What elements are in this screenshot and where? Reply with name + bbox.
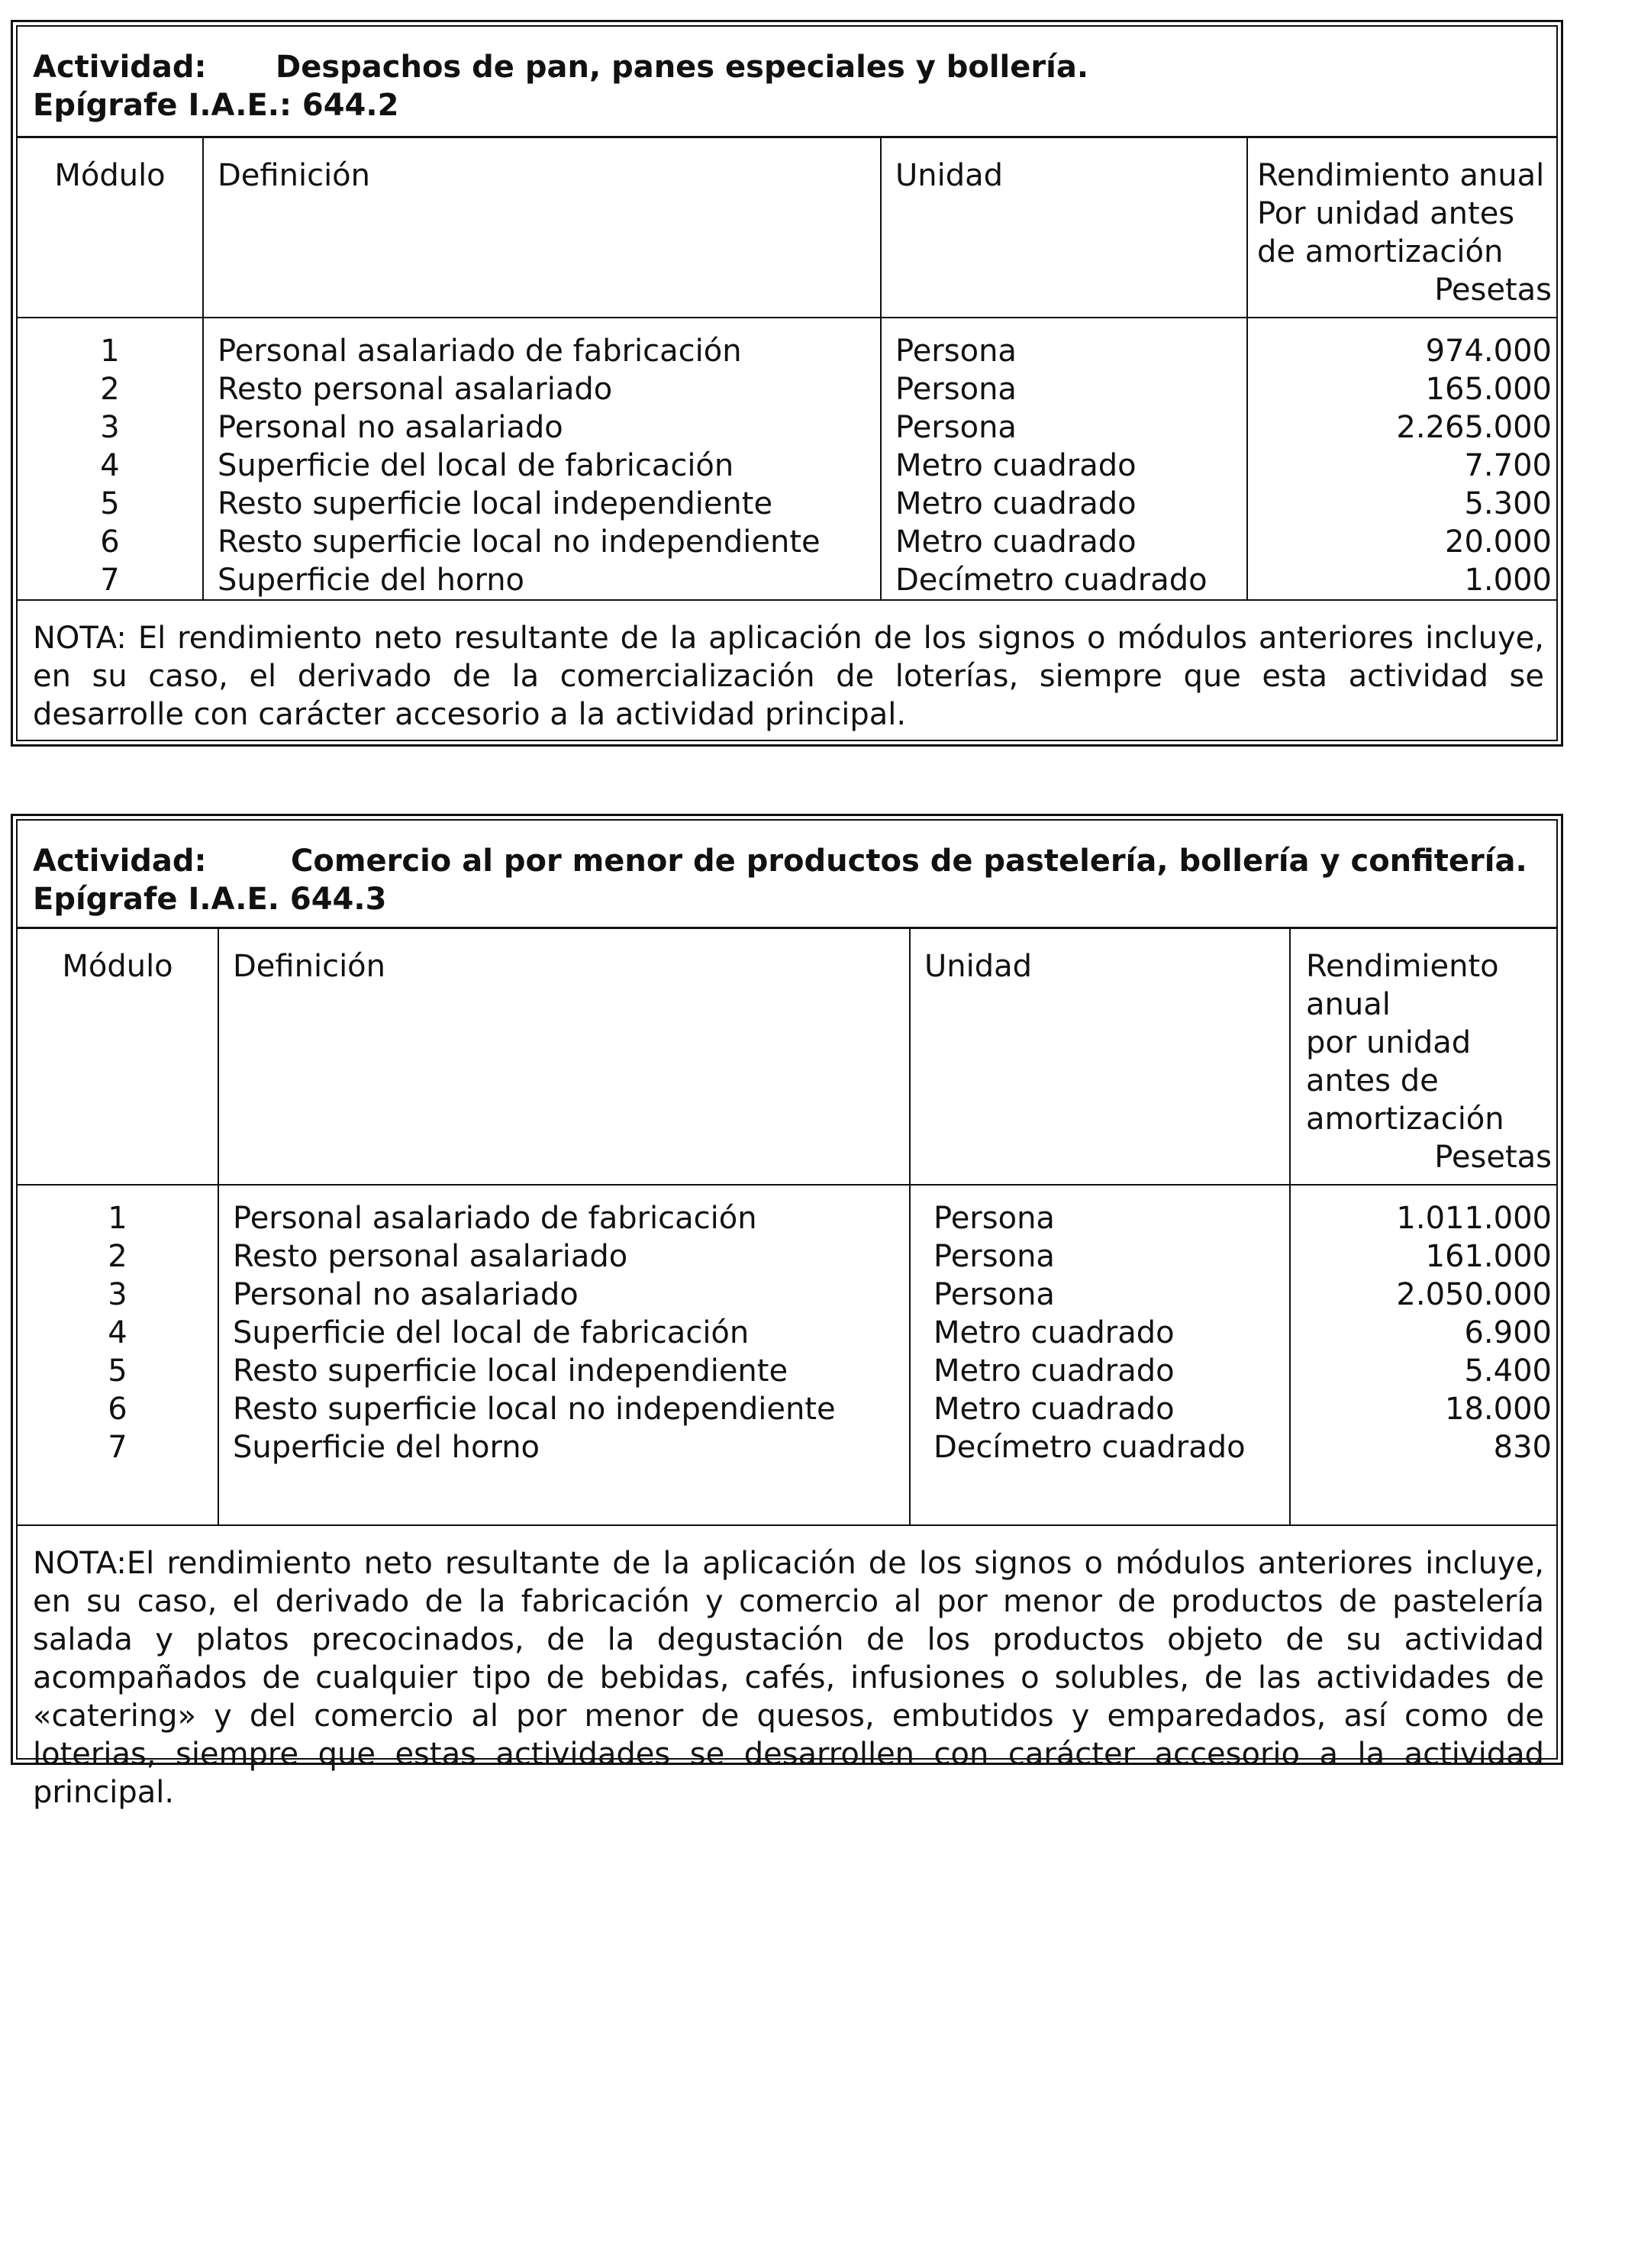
header-rendimiento-line: por unidad xyxy=(1306,1025,1472,1060)
cell-modulo: 6 xyxy=(100,524,120,560)
cell-modulo: 2 xyxy=(100,372,120,407)
header-rendimiento-line: anual xyxy=(1306,987,1391,1022)
cell-definicion: Superficie del horno xyxy=(218,563,525,598)
cell-unidad: Persona xyxy=(933,1239,1055,1274)
cell-rendimiento: 2.265.000 xyxy=(1396,410,1552,445)
cell-definicion: Superficie del local de fabricación xyxy=(233,1315,750,1350)
cell-modulo: 7 xyxy=(100,563,120,598)
cell-rendimiento: 974.000 xyxy=(1425,334,1552,369)
cell-rendimiento: 20.000 xyxy=(1445,524,1552,560)
cell-unidad: Metro cuadrado xyxy=(895,448,1137,483)
cell-rendimiento: 1.000 xyxy=(1464,563,1552,598)
cell-unidad: Persona xyxy=(895,334,1017,369)
header-modulo: Módulo xyxy=(54,158,166,193)
cell-definicion: Resto personal asalariado xyxy=(218,372,613,407)
activity-label: Actividad: xyxy=(33,50,207,85)
cell-unidad: Metro cuadrado xyxy=(933,1315,1175,1350)
header-rendimiento-line: amortización xyxy=(1306,1102,1504,1137)
note-divider xyxy=(18,599,1556,601)
cell-modulo: 4 xyxy=(100,448,120,483)
cell-rendimiento: 161.000 xyxy=(1425,1239,1552,1274)
column-divider xyxy=(880,138,882,599)
epigrafe: Epígrafe I.A.E. 644.3 xyxy=(33,882,387,917)
cell-modulo: 6 xyxy=(108,1392,127,1427)
cell-modulo: 3 xyxy=(100,410,120,445)
column-divider xyxy=(909,929,911,1524)
cell-modulo: 5 xyxy=(108,1353,127,1389)
cell-definicion: Resto superficie local no independiente xyxy=(233,1392,836,1427)
cell-modulo: 5 xyxy=(100,486,120,521)
cell-unidad: Decímetro cuadrado xyxy=(933,1430,1246,1465)
note-divider xyxy=(18,1524,1556,1526)
cell-unidad: Persona xyxy=(933,1277,1055,1312)
cell-rendimiento: 5.300 xyxy=(1464,486,1552,521)
cell-unidad: Decímetro cuadrado xyxy=(895,563,1208,598)
cell-rendimiento: 1.011.000 xyxy=(1396,1201,1552,1236)
cell-rendimiento: 5.400 xyxy=(1464,1353,1552,1389)
epigrafe: Epígrafe I.A.E.: 644.2 xyxy=(33,88,399,123)
cell-rendimiento: 830 xyxy=(1493,1430,1552,1465)
header-rendimiento-line: Rendimiento anual xyxy=(1257,158,1545,193)
cell-definicion: Resto superficie local independiente xyxy=(233,1353,788,1389)
cell-definicion: Resto personal asalariado xyxy=(233,1239,628,1274)
nota-text: NOTA: El rendimiento neto resultante de la aplicación de los signos o módulos anteriores incluye, en su caso, el derivado de la comercialización de loterías, siempre que esta actividad se desarrolle con carácter accesorio a la actividad principal. xyxy=(33,621,1544,732)
cell-rendimiento: 165.000 xyxy=(1425,372,1552,407)
cell-definicion: Superficie del horno xyxy=(233,1430,540,1465)
cell-modulo: 1 xyxy=(108,1201,127,1236)
header-unidad: Unidad xyxy=(924,949,1033,984)
nota-text: NOTA:El rendimiento neto resultante de la aplicación de los signos o módulos anteriores incluye, en su caso, el derivado de la fabricación y comercio al por menor de productos de pastelería salada y platos precocinados, de la degustación de los productos objeto de su actividad acompañados de cualquier tipo de bebidas, cafés, infusiones o solubles, de las actividades de «catering» y del comercio al por menor de quesos, embutidos y emparedados, así como de loterias, siempre que estas actividades se desarrollen con carácter accesorio a la actividad principal. xyxy=(33,1546,1544,1810)
header-rendimiento-line: de amortización xyxy=(1257,234,1504,269)
header-rendimiento-line: Rendimiento xyxy=(1306,949,1499,984)
header-pesetas: Pesetas xyxy=(1434,1140,1552,1175)
cell-unidad: Persona xyxy=(895,372,1017,407)
activity-value: Despachos de pan, panes especiales y bollería. xyxy=(276,50,1089,85)
header-divider xyxy=(18,317,1556,318)
activity-header xyxy=(18,27,1556,138)
cell-unidad: Metro cuadrado xyxy=(895,524,1137,560)
cell-definicion: Resto superficie local no independiente xyxy=(218,524,821,560)
cell-unidad: Metro cuadrado xyxy=(895,486,1137,521)
cell-definicion: Personal no asalariado xyxy=(218,410,563,445)
cell-unidad: Persona xyxy=(933,1201,1055,1236)
activity-value: Comercio al por menor de productos de pastelería, bollería y confitería. xyxy=(291,844,1527,879)
header-rendimiento-line: antes de xyxy=(1306,1063,1439,1099)
cell-unidad: Metro cuadrado xyxy=(933,1392,1175,1427)
cell-modulo: 2 xyxy=(108,1239,127,1274)
cell-modulo: 7 xyxy=(108,1430,127,1465)
cell-modulo: 3 xyxy=(108,1277,127,1312)
column-divider xyxy=(1289,929,1291,1524)
header-rendimiento-line: Por unidad antes xyxy=(1257,196,1515,231)
column-divider xyxy=(218,929,219,1524)
header-definicion: Definición xyxy=(218,158,370,193)
cell-rendimiento: 18.000 xyxy=(1445,1392,1552,1427)
cell-unidad: Persona xyxy=(895,410,1017,445)
cell-definicion: Personal no asalariado xyxy=(233,1277,579,1312)
header-definicion: Definición xyxy=(233,949,385,984)
column-divider xyxy=(1246,138,1248,599)
header-divider xyxy=(18,1184,1556,1186)
cell-unidad: Metro cuadrado xyxy=(933,1353,1175,1389)
cell-rendimiento: 6.900 xyxy=(1464,1315,1552,1350)
header-modulo: Módulo xyxy=(62,949,173,984)
cell-definicion: Personal asalariado de fabricación xyxy=(218,334,742,369)
cell-modulo: 1 xyxy=(100,334,120,369)
column-divider xyxy=(202,138,204,599)
cell-rendimiento: 2.050.000 xyxy=(1396,1277,1552,1312)
cell-definicion: Personal asalariado de fabricación xyxy=(233,1201,757,1236)
cell-rendimiento: 7.700 xyxy=(1464,448,1552,483)
activity-header xyxy=(18,821,1556,929)
cell-definicion: Superficie del local de fabricación xyxy=(218,448,734,483)
table-block-644-3 xyxy=(11,814,1563,1810)
header-pesetas: Pesetas xyxy=(1434,273,1552,308)
header-unidad: Unidad xyxy=(895,158,1004,193)
activity-label: Actividad: xyxy=(33,844,207,879)
cell-modulo: 4 xyxy=(108,1315,127,1350)
table-block-644-2 xyxy=(11,20,1563,747)
cell-definicion: Resto superficie local independiente xyxy=(218,486,773,521)
